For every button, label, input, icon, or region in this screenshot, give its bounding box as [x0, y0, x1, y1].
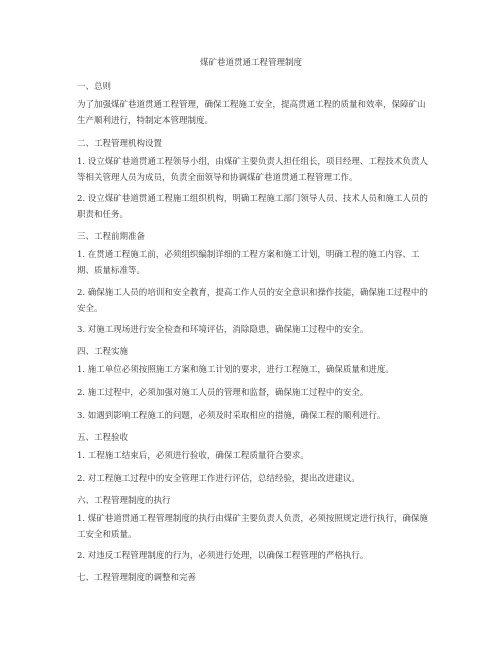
- paragraph: 1. 设立煤矿巷道贯通工程领导小组，由煤矿主要负责人担任组长，项目经理、工程技术负责人等相关管理人员为成员，负责全面领导和协调煤矿巷道贯通工程管理工作。: [77, 157, 428, 183]
- paragraph: 2. 确保施工人员的培训和安全教育，提高工作人员的安全意识和操作技能，确保施工过程中的安全。: [77, 288, 428, 314]
- document-title: 煤矿巷道贯通工程管理制度: [199, 58, 302, 68]
- paragraph: 1. 工程施工结束后，必须进行验收，确保工程质量符合要求。: [77, 451, 309, 461]
- paragraph: 为了加强煤矿巷道贯通工程管理，确保工程施工安全，提高贯通工程的质量和效率，保障矿山生产顺利进行，特制定本管理制度。: [77, 100, 426, 126]
- paragraph: 1. 施工单位必须按照施工方案和施工计划的要求，进行工程施工，确保质量和进度。: [77, 365, 394, 375]
- section-heading: 四、工程实施: [77, 347, 129, 357]
- paragraph: 2. 对工程施工过程中的安全管理工作进行评估，总结经验，提出改进建议。: [77, 474, 360, 484]
- paragraph: 1. 煤矿巷道贯通工程管理制度的执行由煤矿主要负责人负责，必须按照规定进行执行，确保施工安全和质量。: [77, 514, 428, 540]
- paragraph: 2. 对违反工程管理制度的行为，必须进行处理，以确保工程管理的严格执行。: [77, 551, 369, 561]
- paragraph: 1. 在贯通工程施工前，必须组织编制详细的工程方案和施工计划，明确工程的施工内容、工期、质量标准等。: [77, 250, 420, 276]
- paragraph: 3. 如遇到影响工程施工的问题，必须及时采取相应的措施，确保工程的顺利进行。: [77, 411, 386, 421]
- section-heading: 五、工程验收: [77, 433, 129, 443]
- section-heading: 七、工程管理制度的调整和完善: [77, 573, 197, 583]
- section-heading: 六、工程管理制度的执行: [77, 496, 171, 506]
- section-heading: 三、工程前期准备: [77, 232, 146, 242]
- section-heading: 一、总则: [77, 82, 112, 92]
- paragraph: 2. 施工过程中，必须加强对施工人员的管理和监督，确保施工过程中的安全。: [77, 388, 369, 398]
- paragraph: 3. 对施工现场进行安全检查和环境评估，消除隐患，确保施工过程中的安全。: [77, 325, 369, 335]
- paragraph: 2. 设立煤矿巷道贯通工程施工组织机构，明确工程施工部门领导人员、技术人员和施工人员的职责和任务。: [77, 194, 428, 220]
- section-heading: 二、工程管理机构设置: [77, 139, 163, 149]
